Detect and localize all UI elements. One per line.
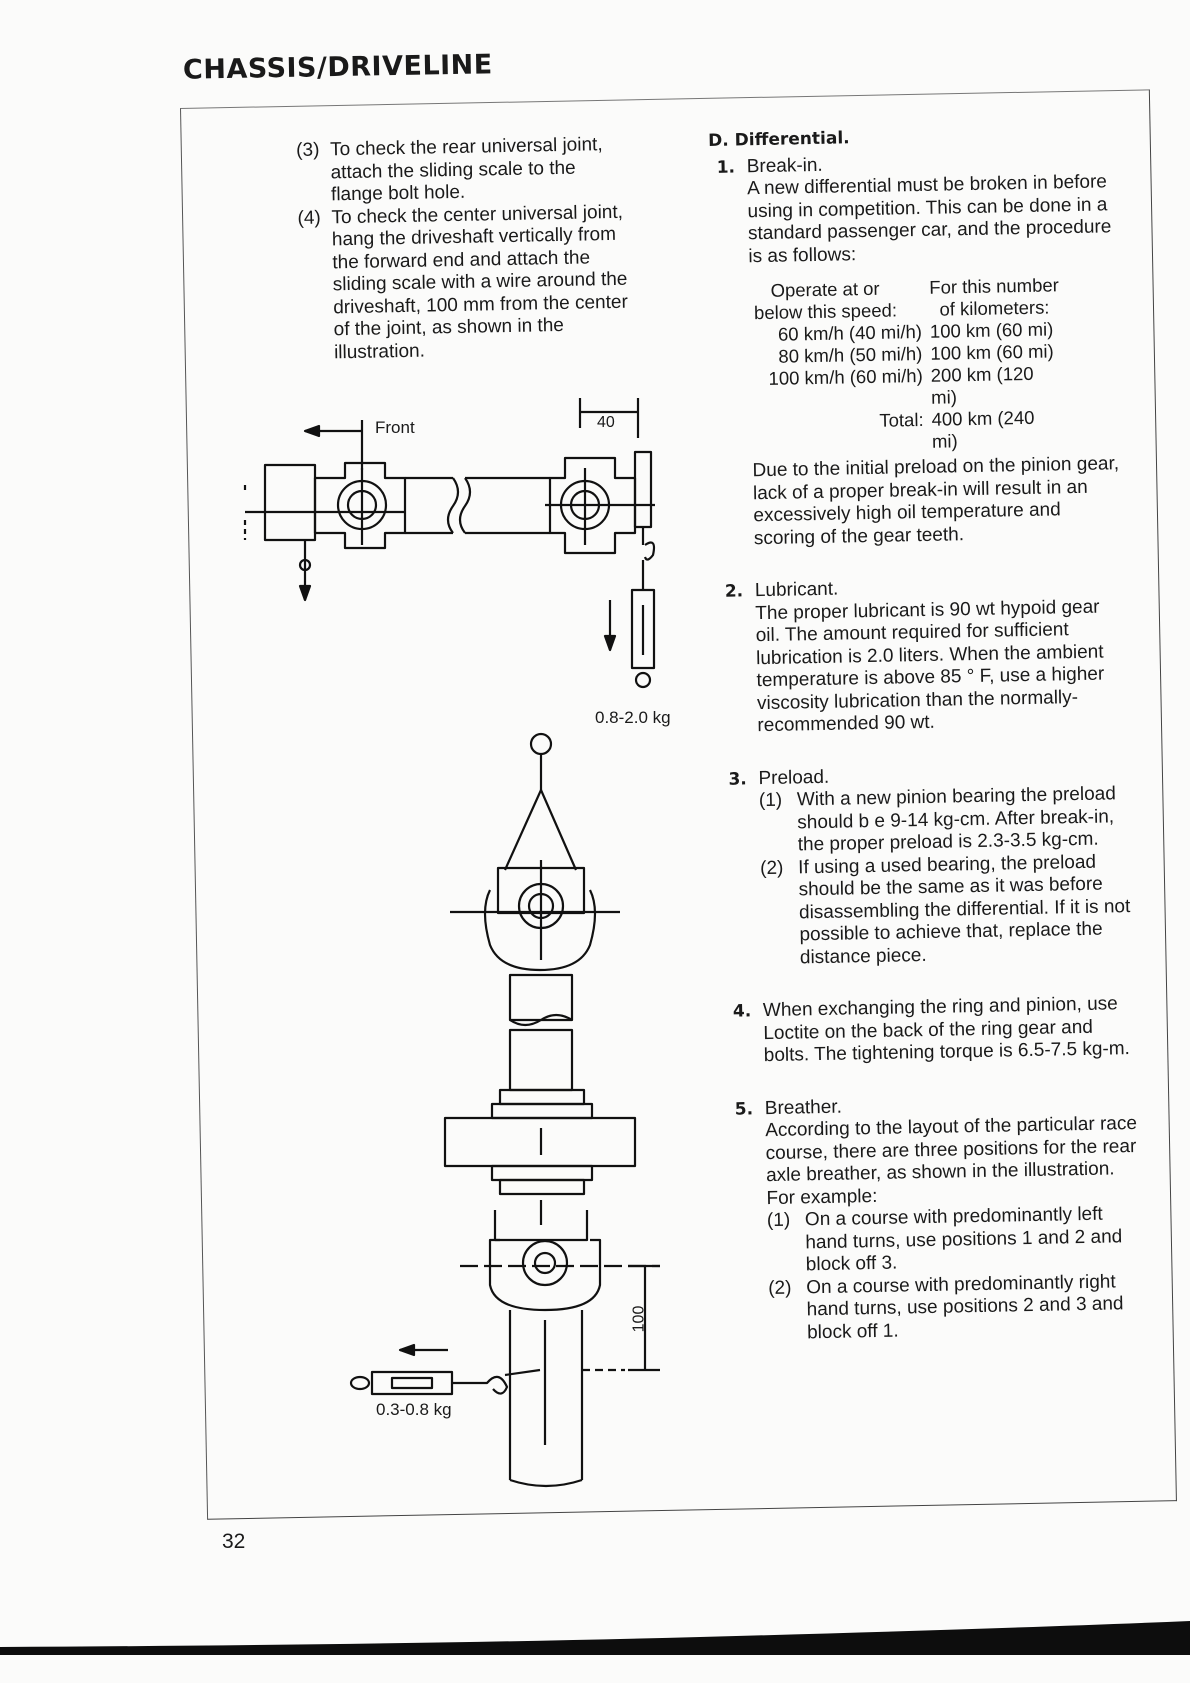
breather-text: According to the layout of the particular race course, there are three positions for the rear axle breather, as shown in the illustration. For example: — [765, 1112, 1138, 1209]
table-cell: 400 km (240 mi) — [931, 406, 1035, 452]
breakin-table — [741, 274, 1066, 456]
dimension-100: 100 — [630, 1305, 648, 1333]
table-cell: 100 km (60 mi) — [929, 318, 1054, 342]
table-row — [743, 406, 1066, 456]
front-label: Front — [375, 418, 415, 437]
scan-edge-shadow — [0, 1615, 1190, 1655]
item-number: (1) — [758, 789, 783, 812]
table-row — [743, 362, 1066, 412]
list-item — [767, 1203, 1140, 1278]
table-cell: 80 km/h (50 mi/h) — [778, 342, 923, 367]
item-text: On a course with predominantly right hand turns, use positions 2 and 3 and block off 1. — [806, 1270, 1124, 1343]
item-number: (2) — [759, 857, 784, 879]
subsection-title: Breather. — [764, 1096, 843, 1119]
table-header-distance: For this number of kilometers: — [929, 274, 1060, 320]
list-item — [296, 134, 627, 208]
breakin-intro: A new differential must be broken in before using in competition. This can be done in a standard passenger car, and the procedure is as follows: — [746, 171, 1112, 267]
item-text: With a new pinion bearing the preload should b e 9-14 kg-cm. After break-in, the proper preload is 2.3-3.5 kg-cm. — [796, 783, 1117, 856]
list-item — [760, 850, 1134, 970]
list-item — [759, 783, 1132, 858]
item-number: (3) — [296, 139, 320, 161]
dimension-40: 40 — [597, 414, 615, 431]
subsection-number: 1. — [716, 156, 736, 178]
left-column — [296, 134, 630, 365]
subsection-number: 3. — [728, 768, 747, 790]
list-item — [768, 1270, 1141, 1345]
item-text: On a course with predominantly left hand turns, use positions 1 and 2 and block off 3. — [804, 1203, 1123, 1276]
table-cell: Total: — [879, 408, 924, 431]
lubricant-text: The proper lubricant is 90 wt hypoid gear oil. The amount required for sufficient lubrication is 2.0 liters. When the ambient temperature is above 85 ° F, use a higher viscosity lubrication than the normally-recommended 90 wt. — [755, 596, 1105, 737]
table-cell: 100 km/h (60 mi/h) — [768, 364, 923, 389]
weight-label-bottom: 0.3-0.8 kg — [376, 1400, 452, 1419]
table-cell: 200 km (120 mi) — [930, 362, 1034, 408]
page-header: CHASSIS/DRIVELINE — [182, 49, 493, 86]
right-column — [708, 122, 1141, 1346]
item-text: To check the center universal joint, hang the driveshaft vertically from the forward end and attach the sliding scale with a wire around the driveshaft, 100 mm from the center of the joint, as shown in the illustration. — [331, 201, 628, 363]
table-cell: 100 km (60 mi) — [930, 340, 1054, 364]
item-number: (1) — [766, 1209, 791, 1232]
item-text: To check the rear universal joint, attach the sliding scale to the flange bolt hole. — [329, 134, 603, 206]
table-cell: 60 km/h (40 mi/h) — [777, 320, 923, 345]
subsection-number: 5. — [734, 1098, 754, 1120]
subsection-number: 4. — [732, 1001, 752, 1022]
table-header-speed: Operate at or below this speed: — [753, 277, 898, 324]
subsection-title: Preload. — [758, 766, 830, 789]
item-number: (2) — [768, 1277, 792, 1299]
weight-label-top: 0.8-2.0 kg — [595, 708, 671, 727]
subsection-ring-pinion — [732, 993, 1136, 1068]
item-text: If using a used bearing, the preload should be the same as it was before disassembling the differential. If it is not possible to achieve that, replace the distance piece. — [797, 851, 1131, 968]
subsection-number: 2. — [724, 581, 744, 602]
item-number: (4) — [297, 207, 321, 229]
breakin-note: Due to the initial preload on the pinion gear, lack of a proper break-in will result in an excessively high oil temperature and scoring of the gear teeth. — [752, 453, 1120, 549]
subsection-text: When exchanging the ring and pinion, use Loctite on the back of the ring gear and bolts. The tightening torque is 6.5-7.5 kg-m. — [762, 993, 1131, 1067]
page-number: 32 — [222, 1530, 246, 1553]
list-item — [297, 201, 630, 365]
subsection-title: Lubricant. — [754, 578, 839, 602]
section-title: D. Differential. — [708, 128, 850, 151]
subsection-title: Break-in. — [746, 154, 823, 177]
